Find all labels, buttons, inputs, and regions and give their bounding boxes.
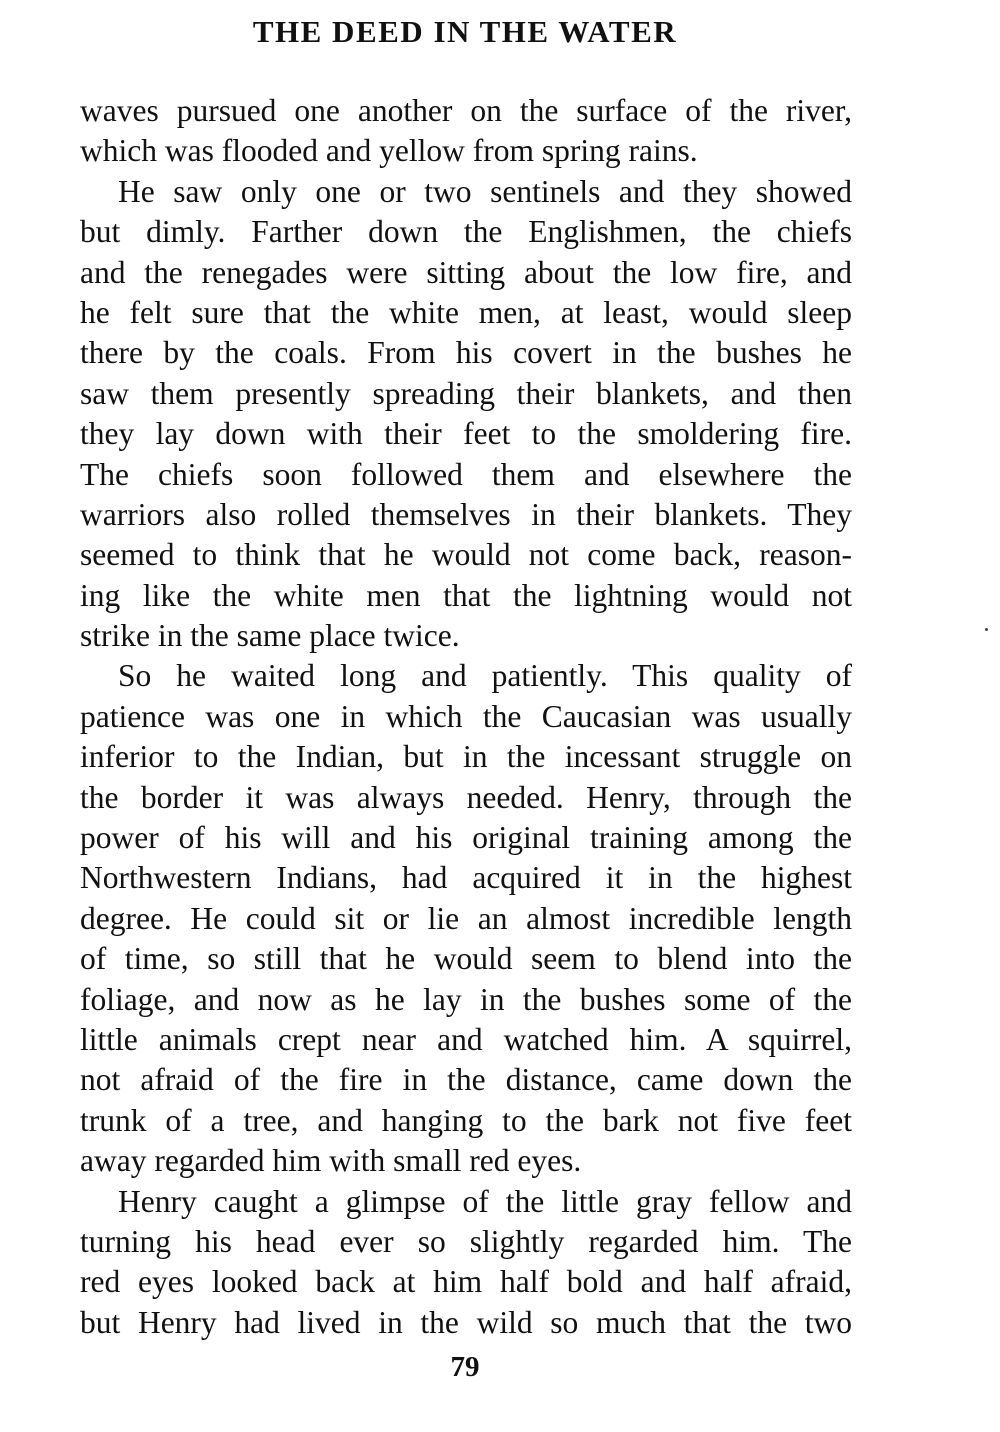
text-line: away regarded him with small red eyes. [80,1143,582,1179]
text-line: and the renegades were sitting about the low fire, and [80,254,852,290]
text-line: of time, so still that he would seem to blend into the [80,941,852,977]
text-line: waves pursued one another on the surface of the river, [80,93,852,128]
text-line: So he waited long and patiently. This quality of [118,658,852,694]
text-line: inferior to the Indian, but in the incessant struggle on [80,739,852,775]
text-line: ing like the white men that the lightning would not [80,577,852,613]
text-line: turning his head ever so slightly regarded him. The [80,1223,852,1259]
text-line: patience was one in which the Caucasian was usually [80,698,852,734]
text-line: the border it was always needed. Henry, through the [80,779,852,815]
text-line: he felt sure that the white men, at least, would sleep [80,294,852,330]
text-line: He saw only one or two sentinels and they showed [118,173,852,209]
text-line: but Henry had lived in the wild so much that the two [80,1304,852,1340]
text-line: little animals crept near and watched him. A squirrel, [80,1021,852,1057]
text-line: which was flooded and yellow from spring rains. [80,133,698,169]
text-line: Northwestern Indians, had acquired it in the highest [80,860,852,896]
text-line: trunk of a tree, and hanging to the bark not five feet [80,1102,852,1138]
text-line: foliage, and now as he lay in the bushes some of the [80,981,852,1017]
text-line: not afraid of the fire in the distance, came down the [80,1062,852,1098]
print-speck [985,628,988,631]
text-line: but dimly. Farther down the Englishmen, the chiefs [80,214,852,250]
text-line: Henry caught a glimpse of the little gray fellow and [118,1183,852,1219]
text-line: strike in the same place twice. [80,618,460,654]
text-line: saw them presently spreading their blankets, and then [80,375,852,411]
text-line: The chiefs soon followed them and elsewhere the [80,456,852,492]
page-number: 79 [450,1351,480,1383]
text-line: they lay down with their feet to the smoldering fire. [80,416,852,452]
text-line: red eyes looked back at him half bold and half afraid, [80,1264,852,1300]
text-line: warriors also rolled themselves in their blankets. They [80,496,852,532]
body-text [80,91,852,1343]
text-line: seemed to think that he would not come back, reason- [80,537,852,573]
running-head: THE DEED IN THE WATER [252,14,678,49]
text-line: there by the coals. From his covert in the bushes he [80,335,852,371]
text-line: power of his will and his original training among the [80,820,852,856]
text-line: degree. He could sit or lie an almost incredible length [80,900,852,936]
